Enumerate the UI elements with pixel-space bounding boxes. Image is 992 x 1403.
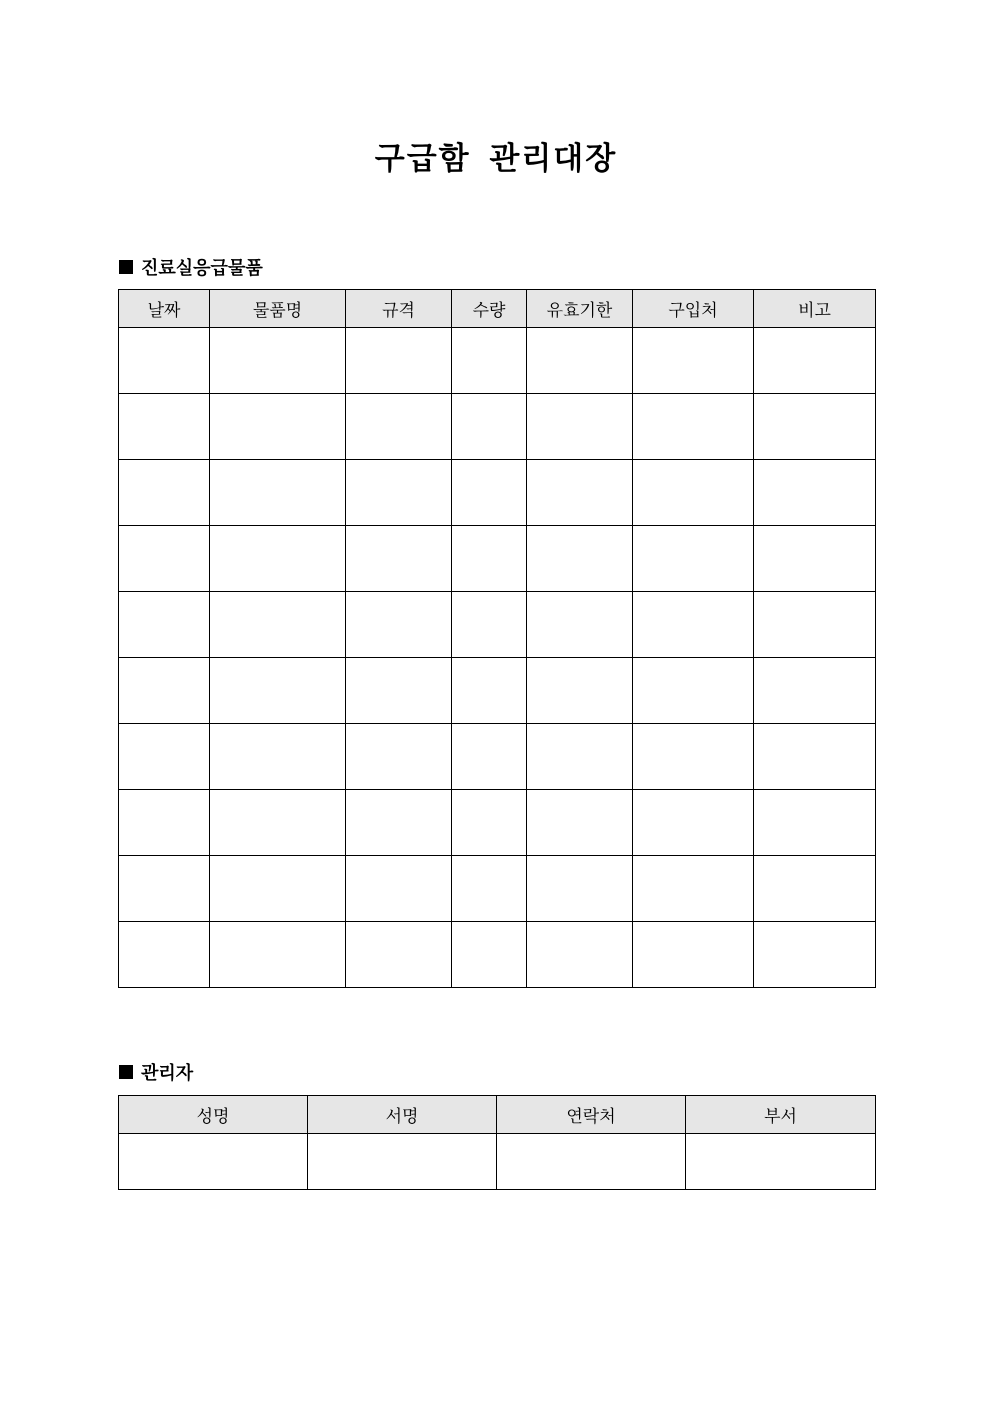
column-header-vendor: 구입처 [633,290,754,328]
table-cell[interactable] [346,460,452,526]
table-cell[interactable] [754,658,876,724]
table-cell[interactable] [754,460,876,526]
table-cell[interactable] [210,460,346,526]
table-row [119,922,876,988]
section-heading-label: 진료실응급물품 [141,258,263,279]
column-header-item-name: 물품명 [210,290,346,328]
table-row [119,658,876,724]
table-row [119,856,876,922]
table-cell[interactable] [633,724,754,790]
table-cell[interactable] [452,790,527,856]
table-cell[interactable] [452,526,527,592]
table-header-row [119,290,876,328]
column-header-date: 날짜 [119,290,210,328]
table-cell[interactable] [633,526,754,592]
table-cell[interactable] [527,724,633,790]
table-cell[interactable] [346,658,452,724]
table-cell[interactable] [754,724,876,790]
table-row [119,724,876,790]
table-cell[interactable] [346,394,452,460]
section-heading-manager [119,1059,193,1085]
table-cell[interactable] [527,394,633,460]
table-cell[interactable] [754,394,876,460]
table-cell[interactable] [452,394,527,460]
table-cell[interactable] [633,328,754,394]
table-row [119,790,876,856]
table-row [119,394,876,460]
table-cell[interactable] [119,922,210,988]
square-bullet-icon [119,260,133,274]
table-cell[interactable] [210,592,346,658]
column-header-quantity: 수량 [452,290,527,328]
table-cell[interactable] [527,328,633,394]
table-header-row [119,1096,876,1134]
table-cell[interactable] [346,856,452,922]
table-cell[interactable] [527,526,633,592]
table-cell[interactable] [210,856,346,922]
table-cell[interactable] [346,724,452,790]
table-row [119,328,876,394]
table-cell[interactable] [527,592,633,658]
table-cell[interactable] [119,526,210,592]
table-cell[interactable] [754,526,876,592]
table-row [119,592,876,658]
column-header-spec: 규격 [346,290,452,328]
table-cell[interactable] [527,856,633,922]
table-cell[interactable] [633,856,754,922]
table-cell[interactable] [119,460,210,526]
table-cell[interactable] [119,856,210,922]
table-cell[interactable] [119,790,210,856]
table-cell[interactable] [119,658,210,724]
table-cell[interactable] [346,790,452,856]
table-cell[interactable] [633,658,754,724]
table-cell[interactable] [119,592,210,658]
column-header-signature: 서명 [308,1096,497,1134]
column-header-department: 부서 [686,1096,876,1134]
table-cell[interactable] [754,592,876,658]
table-cell[interactable] [452,328,527,394]
table-cell[interactable] [633,790,754,856]
table-cell[interactable] [754,922,876,988]
table-cell[interactable] [210,394,346,460]
table-cell[interactable] [754,856,876,922]
manager-table [118,1095,876,1190]
table-cell[interactable] [527,658,633,724]
table-cell[interactable] [754,328,876,394]
table-cell[interactable] [346,328,452,394]
table-cell[interactable] [452,724,527,790]
table-cell[interactable] [210,790,346,856]
table-cell[interactable] [308,1134,497,1190]
table-row [119,526,876,592]
section-heading-supplies [119,254,263,280]
table-cell[interactable] [119,394,210,460]
table-cell[interactable] [210,526,346,592]
table-cell[interactable] [633,592,754,658]
table-cell[interactable] [346,526,452,592]
table-cell[interactable] [210,922,346,988]
table-row [119,460,876,526]
table-cell[interactable] [527,460,633,526]
column-header-contact: 연락처 [497,1096,686,1134]
column-header-expiry: 유효기한 [527,290,633,328]
table-cell[interactable] [527,922,633,988]
table-cell[interactable] [686,1134,876,1190]
table-cell[interactable] [119,1134,308,1190]
table-cell[interactable] [452,460,527,526]
table-cell[interactable] [633,394,754,460]
table-cell[interactable] [210,328,346,394]
table-cell[interactable] [119,724,210,790]
table-cell[interactable] [754,790,876,856]
table-cell[interactable] [346,592,452,658]
table-cell[interactable] [210,658,346,724]
section-heading-label: 관리자 [141,1063,194,1084]
column-header-name: 성명 [119,1096,308,1134]
table-cell[interactable] [633,922,754,988]
table-cell[interactable] [452,658,527,724]
table-cell[interactable] [452,922,527,988]
table-cell[interactable] [346,922,452,988]
table-row [119,1134,876,1190]
table-cell[interactable] [452,592,527,658]
page-title: 구급함 관리대장 [374,141,618,177]
table-cell[interactable] [497,1134,686,1190]
square-bullet-icon [119,1065,133,1079]
table-cell[interactable] [119,328,210,394]
table-cell[interactable] [210,724,346,790]
table-cell[interactable] [452,856,527,922]
table-cell[interactable] [527,790,633,856]
table-cell[interactable] [633,460,754,526]
supplies-table [118,289,876,988]
column-header-remarks: 비고 [754,290,876,328]
